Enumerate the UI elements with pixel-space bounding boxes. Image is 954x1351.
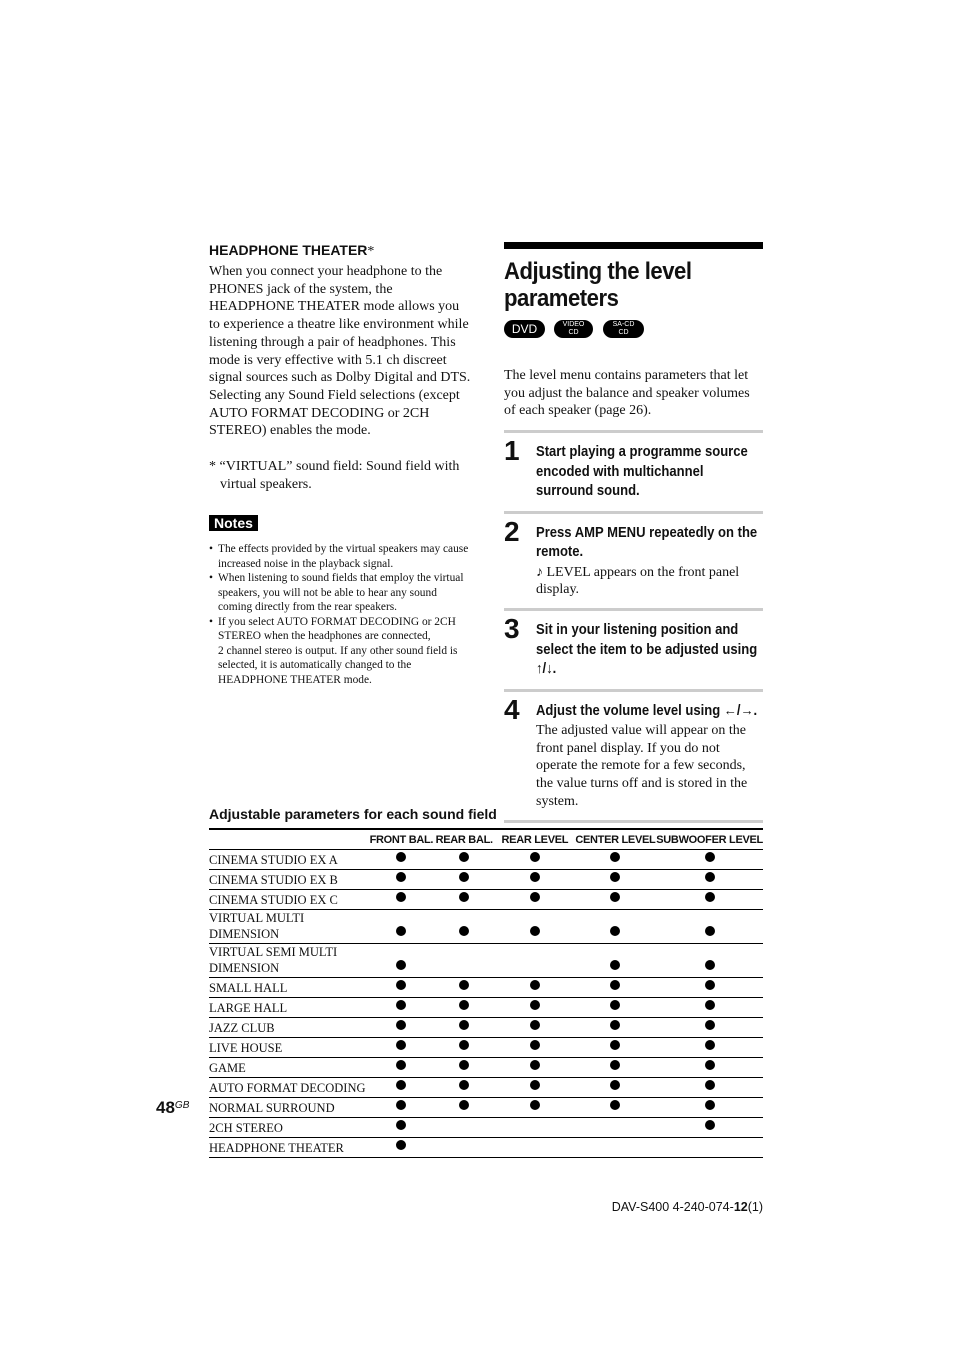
parameter-cell (656, 1018, 763, 1038)
table-row (209, 978, 763, 998)
available-dot-icon (396, 1080, 406, 1090)
available-dot-icon (610, 1020, 620, 1030)
parameter-cell (656, 1098, 763, 1118)
table-header-row (209, 829, 763, 850)
available-dot-icon (396, 1020, 406, 1030)
available-dot-icon (396, 1100, 406, 1110)
parameter-cell (575, 998, 657, 1018)
parameter-cell (495, 978, 574, 998)
parameter-cell (495, 1058, 574, 1078)
sound-field-name: VIRTUAL MULTI DIMENSION (209, 910, 370, 944)
available-dot-icon (530, 872, 540, 882)
column-header: REAR LEVEL (495, 829, 574, 850)
parameter-cell (575, 890, 657, 910)
parameter-cell (656, 870, 763, 890)
parameter-cell (575, 1038, 657, 1058)
available-dot-icon (705, 1020, 715, 1030)
parameter-cell (575, 1078, 657, 1098)
available-dot-icon (396, 1060, 406, 1070)
table-row (209, 870, 763, 890)
parameter-cell (495, 1098, 574, 1118)
column-header: REAR BAL. (433, 829, 495, 850)
parameter-cell (370, 1098, 434, 1118)
parameter-cell (433, 850, 495, 870)
available-dot-icon (610, 892, 620, 902)
available-dot-icon (705, 960, 715, 970)
parameters-table (209, 828, 763, 1158)
parameter-cell (370, 890, 434, 910)
step-2 (504, 511, 763, 608)
available-dot-icon (530, 892, 540, 902)
sound-field-name: CINEMA STUDIO EX A (209, 850, 370, 870)
parameter-cell (495, 1078, 574, 1098)
available-dot-icon (610, 1060, 620, 1070)
parameter-cell (656, 978, 763, 998)
parameter-cell (495, 1138, 574, 1158)
available-dot-icon (705, 926, 715, 936)
step-4 (504, 689, 763, 820)
parameter-cell (656, 1078, 763, 1098)
available-dot-icon (530, 1020, 540, 1030)
table-row (209, 850, 763, 870)
heading-text: HEADPHONE THEATER (209, 242, 368, 258)
step-number: 2 (504, 515, 520, 547)
available-dot-icon (396, 1040, 406, 1050)
available-dot-icon (396, 1120, 406, 1130)
available-dot-icon (459, 872, 469, 882)
sound-field-name: CINEMA STUDIO EX B (209, 870, 370, 890)
available-dot-icon (705, 980, 715, 990)
parameter-cell (370, 1138, 434, 1158)
available-dot-icon (610, 1000, 620, 1010)
table-row (209, 1078, 763, 1098)
step-3 (504, 608, 763, 689)
sound-field-name: NORMAL SURROUND (209, 1098, 370, 1118)
available-dot-icon (459, 892, 469, 902)
sound-field-name: JAZZ CLUB (209, 1018, 370, 1038)
intro-paragraph: The level menu contains parameters that let you adjust the balance and speaker volumes of each speaker (page 26). (504, 368, 750, 419)
parameter-cell (656, 850, 763, 870)
parameter-cell (575, 870, 657, 890)
parameter-cell (656, 1138, 763, 1158)
parameter-cell (495, 890, 574, 910)
available-dot-icon (396, 852, 406, 862)
parameter-cell (370, 998, 434, 1018)
available-dot-icon (705, 1120, 715, 1130)
notes-label: Notes (209, 515, 258, 531)
steps-end-rule (504, 820, 763, 823)
note-item: • When listening to sound fields that employ the virtual speakers, you will not be able to hear any sound coming directly from the rear speakers. (209, 572, 464, 614)
available-dot-icon (396, 960, 406, 970)
note-item: • If you select AUTO FORMAT DECODING or 2CH STEREO when the headphones are connected, 2 channel stereo is output. If any other sound field is selected, it is automatically changed to the HEADPHONE THEATER mode. (209, 615, 471, 688)
parameter-cell (370, 978, 434, 998)
parameter-cell (370, 1118, 434, 1138)
title-rule (504, 242, 763, 249)
headphone-theater-paragraph: When you connect your headphone to the PHONES jack of the system, the HEADPHONE THEATER mode allows you to experience a theatre like environment while listening through a pair of headphones. This mode is very effective with 5.1 ch discreet signal sources such as Dolby Digital and DTS. Selecting any Sound Field selections (except AUTO FORMAT DECODING or 2CH STEREO) enables the mode. (209, 264, 471, 439)
parameter-cell (370, 870, 434, 890)
parameter-cell (370, 1078, 434, 1098)
parameter-cell (495, 1118, 574, 1138)
parameter-cell (575, 910, 657, 944)
parameter-cell (495, 850, 574, 870)
headphone-theater-heading (209, 242, 471, 260)
note-continuation: 2 channel stereo is output. If any other sound field is selected, it is automatically changed to the HEADPHONE THEATER mode. (218, 644, 458, 686)
parameter-cell (370, 1058, 434, 1078)
sound-field-name: LIVE HOUSE (209, 1038, 370, 1058)
parameter-cell (656, 910, 763, 944)
available-dot-icon (459, 1040, 469, 1050)
table-row (209, 1018, 763, 1038)
available-dot-icon (610, 1040, 620, 1050)
parameter-cell (433, 1038, 495, 1058)
parameter-cell (575, 1058, 657, 1078)
parameter-cell (575, 850, 657, 870)
available-dot-icon (610, 1080, 620, 1090)
sound-field-name: LARGE HALL (209, 998, 370, 1018)
sound-field-name: AUTO FORMAT DECODING (209, 1078, 370, 1098)
parameter-cell (495, 1018, 574, 1038)
step-description: The adjusted value will appear on the front panel display. If you do not operate the remote for a few seconds, the value turns off and is stored in the system. (536, 723, 748, 809)
parameter-cell (433, 1018, 495, 1038)
sound-field-name: HEADPHONE THEATER (209, 1138, 370, 1158)
parameter-cell (575, 1138, 657, 1158)
table-row (209, 998, 763, 1018)
column-header-sound-field (209, 829, 370, 850)
available-dot-icon (530, 852, 540, 862)
table-row (209, 944, 763, 978)
column-header: FRONT BAL. (370, 829, 434, 850)
parameter-cell (433, 978, 495, 998)
parameter-cell (433, 998, 495, 1018)
parameter-cell (656, 1038, 763, 1058)
section-title: Adjusting the level parameters (504, 258, 692, 312)
step-heading: Adjust the volume level using ←/→. (536, 702, 758, 719)
step-number: 4 (504, 693, 520, 725)
available-dot-icon (610, 872, 620, 882)
available-dot-icon (459, 1100, 469, 1110)
dvd-badge-icon: DVD (504, 320, 545, 338)
available-dot-icon (459, 980, 469, 990)
column-header: CENTER LEVEL (575, 829, 657, 850)
parameter-cell (433, 1138, 495, 1158)
available-dot-icon (396, 1000, 406, 1010)
step-heading: Start playing a programme source encoded with multichannel surround sound. (536, 444, 748, 500)
parameter-cell (433, 870, 495, 890)
virtual-footnote: * “VIRTUAL” sound field: Sound field with virtual speakers. (209, 459, 460, 492)
parameter-cell (370, 1038, 434, 1058)
parameter-cell (495, 998, 574, 1018)
available-dot-icon (459, 1020, 469, 1030)
heading-asterisk: * (367, 244, 375, 259)
table-row (209, 1118, 763, 1138)
model-code: DAV-S400 4-240-074-12(1) (611, 1200, 763, 1214)
left-column (209, 242, 471, 687)
parameter-cell (575, 1018, 657, 1038)
parameter-cell (495, 1038, 574, 1058)
available-dot-icon (530, 1040, 540, 1050)
available-dot-icon (610, 1100, 620, 1110)
step-heading: Sit in your listening position and select the item to be adjusted using ↑/↓. (536, 622, 758, 678)
available-dot-icon (705, 852, 715, 862)
parameter-cell (656, 998, 763, 1018)
available-dot-icon (530, 1080, 540, 1090)
parameter-cell (370, 944, 434, 978)
parameter-cell (433, 944, 495, 978)
step-number: 3 (504, 613, 520, 645)
available-dot-icon (530, 980, 540, 990)
note-item: • The effects provided by the virtual speakers may cause increased noise in the playback signal. (209, 543, 469, 570)
table-row (209, 1058, 763, 1078)
table-row (209, 890, 763, 910)
page-number: $48^{GB}$ (156, 1098, 190, 1117)
available-dot-icon (705, 1100, 715, 1110)
parameter-cell (433, 910, 495, 944)
available-dot-icon (530, 1060, 540, 1070)
available-dot-icon (705, 1000, 715, 1010)
parameter-cell (656, 1058, 763, 1078)
available-dot-icon (705, 892, 715, 902)
parameter-cell (656, 1118, 763, 1138)
sound-field-name: GAME (209, 1058, 370, 1078)
parameter-cell (433, 1078, 495, 1098)
available-dot-icon (610, 852, 620, 862)
right-column (504, 242, 763, 823)
available-dot-icon (459, 1060, 469, 1070)
parameter-cell (370, 850, 434, 870)
sa-cd-badge-icon: SA-CD CD (603, 320, 644, 338)
table-row (209, 910, 763, 944)
parameter-cell (495, 910, 574, 944)
table-row (209, 1138, 763, 1158)
parameter-cell (495, 870, 574, 890)
available-dot-icon (530, 926, 540, 936)
sound-field-name: SMALL HALL (209, 978, 370, 998)
step-number: 1 (504, 435, 520, 467)
disc-badges (504, 320, 763, 340)
available-dot-icon (705, 1060, 715, 1070)
parameter-cell (433, 1118, 495, 1138)
parameter-cell (433, 1098, 495, 1118)
parameter-cell (575, 944, 657, 978)
sound-field-name: CINEMA STUDIO EX C (209, 890, 370, 910)
parameter-cell (656, 944, 763, 978)
parameter-cell (495, 944, 574, 978)
sound-field-name: VIRTUAL SEMI MULTI DIMENSION (209, 944, 370, 978)
parameter-cell (370, 910, 434, 944)
available-dot-icon (705, 1040, 715, 1050)
step-1 (504, 430, 763, 511)
notes-list (209, 542, 471, 687)
available-dot-icon (459, 1080, 469, 1090)
available-dot-icon (705, 872, 715, 882)
column-header: SUBWOOFER LEVEL (656, 829, 763, 850)
parameter-cell (433, 890, 495, 910)
available-dot-icon (705, 1080, 715, 1090)
step-heading: Press AMP MENU repeatedly on the remote. (536, 524, 758, 561)
step-description: ♪ LEVEL appears on the front panel display. (536, 564, 740, 598)
parameter-cell (575, 978, 657, 998)
available-dot-icon (396, 1140, 406, 1150)
available-dot-icon (530, 1100, 540, 1110)
video-cd-badge-icon: VIDEO CD (554, 320, 593, 338)
parameter-cell (656, 890, 763, 910)
available-dot-icon (459, 1000, 469, 1010)
table-title: Adjustable parameters for each sound field (209, 806, 497, 822)
sound-field-name: 2CH STEREO (209, 1118, 370, 1138)
parameter-cell (433, 1058, 495, 1078)
parameter-cell (370, 1018, 434, 1038)
available-dot-icon (396, 892, 406, 902)
available-dot-icon (530, 1000, 540, 1010)
available-dot-icon (396, 926, 406, 936)
table-row (209, 1098, 763, 1118)
available-dot-icon (459, 926, 469, 936)
parameter-cell (575, 1098, 657, 1118)
table-row (209, 1038, 763, 1058)
table-body (209, 850, 763, 1158)
available-dot-icon (396, 872, 406, 882)
parameter-cell (575, 1118, 657, 1138)
available-dot-icon (459, 852, 469, 862)
available-dot-icon (610, 960, 620, 970)
available-dot-icon (610, 980, 620, 990)
available-dot-icon (610, 926, 620, 936)
available-dot-icon (396, 980, 406, 990)
